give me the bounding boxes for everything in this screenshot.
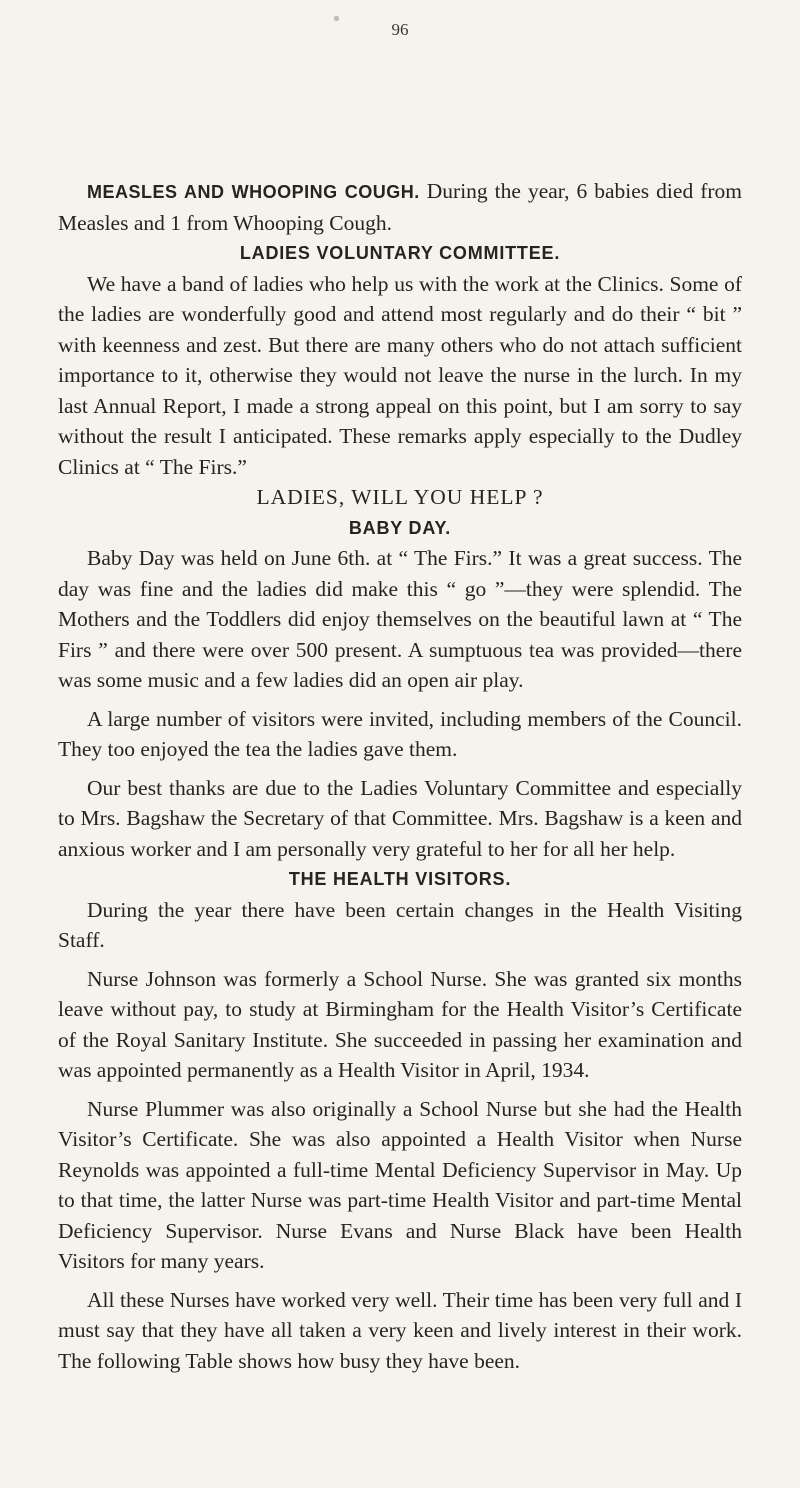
- health-visitors-paragraph-2: Nurse Johnson was formerly a School Nurse. She was granted six months leave without pay, to study at Birmingham for the Health Visitor’s Certificate of the Royal Sanitary Institute. She succeeded in passing her examination and was appointed permanently as a Health Visitor in April, 1934.: [58, 966, 742, 1082]
- page-number: 96: [391, 20, 409, 39]
- measles-text: During the year, 6 babies died from Measles and 1 from Whooping Cough.: [58, 179, 743, 235]
- health-visitors-paragraph-4: All these Nurses have worked very well. Their time has been very full and I must say that they have all taken a very keen and lively interest in their work. The following Table shows how busy they have been.: [58, 1287, 742, 1373]
- ladies-committee-heading: LADIES VOLUNTARY COMMITTEE.: [239, 243, 561, 263]
- health-visitors-heading: THE HEALTH VISITORS.: [288, 869, 512, 889]
- baby-day-paragraph-1: Baby Day was held on June 6th. at “ The Firs.” It was a great success. The day was fine and the ladies did make this “ go ”—they were splendid. The Mothers and the Toddlers did enjoy themselves on the beautiful lawn at “ The Firs ” and there were over 500 present. A sumptuous tea was provided—there was some music and a few ladies did an open air play.: [58, 546, 742, 692]
- measles-paragraph: [58, 176, 742, 238]
- baby-day-heading: BABY DAY.: [348, 517, 452, 538]
- ladies-committee-paragraph-1: We have a band of ladies who help us with the work at the Clinics. Some of the ladies are wonderfully good and attend most regularly and do their “ bit ” with keenness and zest. But there are many others who do not attach sufficient importance to it, otherwise they would not leave the nurse in the lurch. In my last Annual Report, I made a strong appeal on this point, but I am sorry to say without the result I anticipated. These remarks apply especially to the Dudley Clinics at “ The Firs.”: [58, 271, 742, 479]
- document-body: [58, 176, 742, 1376]
- measles-lead: MEASLES AND WHOOPING COUGH.: [87, 182, 420, 202]
- health-visitors-paragraph-1: During the year there have been certain changes in the Health Visiting Staff.: [58, 897, 742, 952]
- ladies-plea: LADIES, WILL YOU HELP ?: [256, 485, 544, 509]
- health-visitors-paragraph-3: Nurse Plummer was also originally a School Nurse but she had the Health Visitor’s Certificate. She was also appointed a Health Visitor when Nurse Reynolds was appointed a full-time Mental Deficiency Supervisor in May. Up to that time, the latter Nurse was part-time Health Visitor and part-time Mental Deficiency Supervisor. Nurse Evans and Nurse Black have been Health Visitors for many years.: [58, 1096, 742, 1273]
- baby-day-paragraph-2: A large number of visitors were invited, including members of the Council. They too enjoyed the tea the ladies gave them.: [58, 706, 742, 761]
- baby-day-paragraph-3: Our best thanks are due to the Ladies Voluntary Committee and especially to Mrs. Bagshaw the Secretary of that Committee. Mrs. Bagshaw is a keen and anxious worker and I am personally very grateful to her for all her help.: [58, 775, 742, 861]
